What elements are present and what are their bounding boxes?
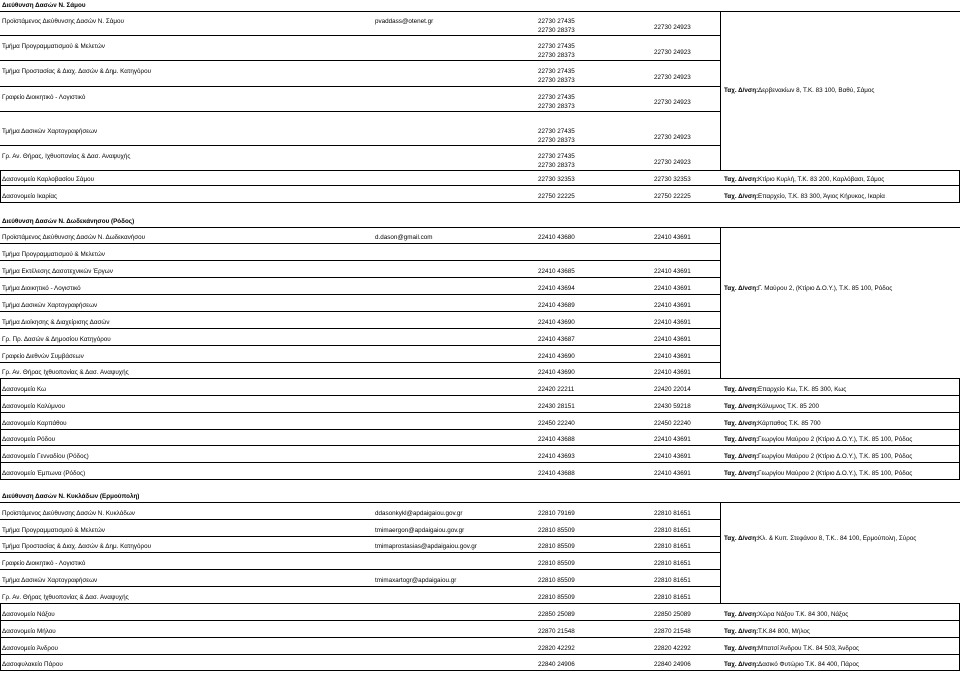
fax-number: 22410 43691: [654, 353, 691, 360]
department-name: Τμήμα Δασικών Χαρτογραφήσεων: [2, 128, 98, 135]
address-value: Γεωργίου Μαύρου 2 (Κτίριο Δ.Ο.Υ.), Τ.Κ. 85 100, Ρόδος: [758, 453, 913, 460]
address-value: Γεωργίου Μαύρου 2 (Κτίριο Δ.Ο.Υ.), Τ.Κ. 85 100, Ρόδος: [758, 470, 913, 477]
column-divider: [0, 378, 1, 479]
row-divider: [0, 378, 960, 379]
column-divider: [720, 227, 721, 378]
fax-number: 22410 43691: [654, 234, 691, 241]
fax-number: 22810 81651: [654, 560, 691, 567]
row-divider: [0, 86, 720, 87]
row-divider: [0, 536, 720, 537]
address-value: Χώρα Νάξου Τ.Κ. 84 300, Νάξος: [758, 611, 849, 618]
row-divider: [0, 345, 720, 346]
phone-number: 22450 22240: [538, 420, 575, 427]
address-label: Ταχ. Δ/νση:: [724, 453, 759, 460]
fax-number: 22410 43691: [654, 436, 691, 443]
row-divider: [0, 111, 720, 112]
fax-number: 22410 43691: [654, 302, 691, 309]
phone-number: 22840 24906: [538, 661, 575, 668]
fax-number: 22430 59218: [654, 403, 691, 410]
phone-number: 22730 27435: [538, 18, 575, 25]
row-divider: [0, 462, 960, 463]
phone-number: 22410 43680: [538, 234, 575, 241]
department-name: Προϊστάμενος Διεύθυνσης Δασών Ν. Δωδεκανήσου: [2, 234, 146, 241]
phone-number: 22730 28373: [538, 77, 575, 84]
address-label: Ταχ. Δ/νση:: [724, 436, 759, 443]
row-divider: [0, 670, 960, 671]
fax-number: 22410 43691: [654, 268, 691, 275]
phone-number: 22730 27435: [538, 43, 575, 50]
address-value: Κλ. & Κυπ. Στεφάνου 8, Τ.Κ.. 84 100, Ερμούπολη, Σύρος: [758, 535, 917, 542]
department-name: Τμήμα Δασικών Χαρτογραφήσεων: [2, 302, 98, 309]
row-divider: [0, 311, 720, 312]
phone-number: 22870 21548: [538, 628, 575, 635]
office-name: Δασονομείο Νάξου: [2, 611, 55, 618]
office-name: Δασοφυλακείο Πάρου: [2, 661, 63, 668]
row-divider: [0, 395, 960, 396]
row-divider: [0, 328, 720, 329]
address-value: Τ.Κ.84 800, Μήλος: [758, 628, 810, 635]
address-label: Ταχ. Δ/νση:: [724, 628, 759, 635]
address-value: Δερβενακίων 8, Τ.Κ. 83 100, Βαθύ, Σάμος: [758, 87, 875, 94]
address-label: Ταχ. Δ/νση:: [724, 403, 759, 410]
address-value: Επαρχείο Κω, Τ.Κ. 85 300, Κως: [758, 386, 847, 393]
department-name: Γραφείο Διοικητικό - Λογιστικό: [2, 94, 86, 101]
address-value: Επαρχείο, Τ.Κ. 83 300, Άγιος Κήρυκος, Ικαρία: [758, 193, 885, 200]
address-label: Ταχ. Δ/νση:: [724, 611, 759, 618]
department-name: Τμήμα Προστασίας & Διαχ. Δασών & Δημ. Κατηγόρου: [2, 68, 152, 75]
phone-number: 22730 32353: [538, 176, 575, 183]
section-title-samos: Διεύθυνση Δασών Ν. Σάμου: [2, 2, 86, 9]
phone-number: 22730 28373: [538, 137, 575, 144]
email-link[interactable]: pvaddass@otenet.gr: [375, 18, 434, 25]
address-label: Ταχ. Δ/νση:: [724, 645, 759, 652]
phone-number: 22810 79169: [538, 510, 575, 517]
fax-number: 22820 42292: [654, 645, 691, 652]
department-name: Τμήμα Προγραμματισμού & Μελετών: [2, 251, 105, 258]
address-label: Ταχ. Δ/νση:: [724, 285, 759, 292]
address-label: Ταχ. Δ/νση:: [724, 661, 759, 668]
fax-number: 22730 24923: [654, 159, 691, 166]
row-divider: [0, 620, 960, 621]
department-name: Γραφείο Διοικητικό - Λογιστικό: [2, 560, 86, 567]
office-name: Δασονομείο Ικαρίας: [2, 193, 58, 200]
address-value: Κτίριο Κυρλή, Τ.Κ. 83 200, Καρλόβασι, Σάμος: [758, 176, 885, 183]
department-name: Τμήμα Διοίκησης & Διαχείρισης Δασών: [2, 319, 110, 326]
phone-number: 22810 85509: [538, 577, 575, 584]
phone-number: 22420 22211: [538, 386, 575, 393]
fax-number: 22730 24923: [654, 24, 691, 31]
department-name: Τμήμα Δασικών Χαρτογραφήσεων: [2, 577, 98, 584]
address-label: Ταχ. Δ/νση:: [724, 176, 759, 183]
email-link[interactable]: tmimaxartogr@apdaigaiou.gr: [375, 577, 457, 584]
phone-number: 22430 28151: [538, 403, 575, 410]
row-divider: [0, 569, 720, 570]
fax-number: 22410 43691: [654, 470, 691, 477]
fax-number: 22750 22225: [654, 193, 691, 200]
row-divider: [0, 552, 720, 553]
address-label: Ταχ. Δ/νση:: [724, 193, 759, 200]
fax-number: 22870 21548: [654, 628, 691, 635]
fax-number: 22840 24906: [654, 661, 691, 668]
column-divider: [720, 502, 721, 603]
phone-number: 22810 85509: [538, 560, 575, 567]
address-label: Ταχ. Δ/νση:: [724, 470, 759, 477]
address-value: Γ. Μαύρου 2, (Κτίριο Δ.Ο.Υ.), Τ.Κ. 85 100, Ρόδος: [758, 285, 893, 292]
phone-number: 22410 43690: [538, 319, 575, 326]
row-divider: [0, 60, 720, 61]
fax-number: 22730 24923: [654, 74, 691, 81]
phone-number: 22730 27435: [538, 68, 575, 75]
phone-number: 22810 85509: [538, 527, 575, 534]
address-value: Κάλυμνος Τ.Κ. 85 200: [758, 403, 820, 410]
row-divider: [0, 35, 720, 36]
office-name: Δασονομείο Έμπωνα (Ρόδος): [2, 470, 86, 477]
email-link[interactable]: tmimaprostasias@apdaigaiou.gov.gr: [375, 543, 477, 550]
row-divider: [0, 637, 960, 638]
fax-number: 22810 81651: [654, 527, 691, 534]
phone-number: 22730 28373: [538, 103, 575, 110]
row-divider: [0, 294, 720, 295]
fax-number: 22410 43691: [654, 319, 691, 326]
address-value: Γεωργίου Μαύρου 2 (Κτίριο Δ.Ο.Υ.), Τ.Κ. 85 100, Ρόδος: [758, 436, 913, 443]
row-divider: [0, 277, 720, 278]
address-label: Ταχ. Δ/νση:: [724, 386, 759, 393]
address-label: Ταχ. Δ/νση:: [724, 535, 759, 542]
section-title-dodecanese: Διεύθυνση Δασών Ν. Δωδεκάνησου (Ρόδος): [2, 218, 135, 225]
phone-number: 22810 85509: [538, 543, 575, 550]
department-name: Προϊστάμενος Διεύθυνσης Δασών Ν. Σάμου: [2, 18, 124, 25]
row-divider: [0, 260, 720, 261]
section-title-cyclades: Διεύθυνση Δασών Ν. Κυκλάδων (Ερμούπολη): [2, 493, 140, 500]
row-divider: [0, 445, 960, 446]
email-link[interactable]: ddasonkykl@apdaigaiou.gov.gr: [375, 510, 463, 517]
row-divider: [0, 586, 720, 587]
row-divider: [0, 170, 960, 171]
phone-number: 22730 27435: [538, 153, 575, 160]
office-name: Δασονομείο Γενναδίου (Ρόδος): [2, 453, 89, 460]
email-link[interactable]: tmimaergon@apdaigaiou.gov.gr: [375, 527, 465, 534]
fax-number: 22810 81651: [654, 543, 691, 550]
row-divider: [0, 429, 960, 430]
fax-number: 22730 24923: [654, 99, 691, 106]
row-divider: [0, 243, 720, 244]
fax-number: 22810 81651: [654, 594, 691, 601]
department-name: Προϊστάμενος Διεύθυνσης Δασών Ν. Κυκλάδων: [2, 510, 135, 517]
fax-number: 22850 25089: [654, 611, 691, 618]
row-divider: [0, 11, 960, 12]
office-name: Δασονομείο Καλύμνου: [2, 403, 65, 410]
phone-number: 22410 43690: [538, 369, 575, 376]
row-divider: [0, 362, 720, 363]
address-value: Μπατσί Άνδρου Τ.Κ. 84 503, Άνδρος: [758, 645, 860, 652]
fax-number: 22730 24923: [654, 49, 691, 56]
row-divider: [0, 412, 960, 413]
phone-number: 22730 27435: [538, 94, 575, 101]
phone-number: 22410 43694: [538, 285, 575, 292]
phone-number: 22730 28373: [538, 27, 575, 34]
department-name: Γρ. Πρ. Δασών & Δημοσίου Κατηγόρου: [2, 336, 111, 343]
column-divider: [0, 170, 1, 202]
department-name: Τμήμα Προγραμματισμού & Μελετών: [2, 43, 105, 50]
phone-number: 22810 85509: [538, 594, 575, 601]
row-divider: [0, 202, 960, 203]
phone-number: 22410 43688: [538, 470, 575, 477]
row-divider: [0, 654, 960, 655]
fax-number: 22810 81651: [654, 510, 691, 517]
department-name: Τμήμα Διοικητικό - Λογιστικό: [2, 285, 81, 292]
address-label: Ταχ. Δ/νση:: [724, 87, 759, 94]
office-name: Δασονομείο Ρόδου: [2, 436, 56, 443]
department-name: Γρ. Αν. Θήρας Ιχθυοπονίας & Δασ. Αναψυχής: [2, 369, 129, 376]
fax-number: 22410 43691: [654, 285, 691, 292]
fax-number: 22410 43691: [654, 336, 691, 343]
row-divider: [0, 502, 960, 503]
phone-number: 22410 43689: [538, 302, 575, 309]
address-label: Ταχ. Δ/νση:: [724, 420, 759, 427]
row-divider: [0, 185, 960, 186]
department-name: Γρ. Αν. Θήρας Ιχθυοπονίας & Δασ. Αναψυχής: [2, 594, 129, 601]
office-name: Δασονομείο Καρλοβασίου Σάμου: [2, 176, 95, 183]
fax-number: 22410 43691: [654, 453, 691, 460]
phone-number: 22730 28373: [538, 52, 575, 59]
row-divider: [0, 603, 960, 604]
phone-number: 22410 43685: [538, 268, 575, 275]
row-divider: [0, 519, 720, 520]
phone-number: 22410 43693: [538, 453, 575, 460]
phone-number: 22410 43690: [538, 353, 575, 360]
column-divider: [0, 603, 1, 670]
office-name: Δασονομείο Άνδρου: [2, 645, 58, 652]
department-name: Γρ. Αν. Θήρας, Ιχθυοπονίας & Δασ. Αναψυχής: [2, 153, 131, 160]
fax-number: 22730 32353: [654, 176, 691, 183]
department-name: Τμήμα Προστασίας & Διαχ. Δασών & Δημ. Κατηγόρου: [2, 543, 152, 550]
fax-number: 22410 43691: [654, 369, 691, 376]
phone-number: 22820 42292: [538, 645, 575, 652]
address-value: Κάρπαθος Τ.Κ. 85 700: [758, 420, 821, 427]
phone-number: 22410 43687: [538, 336, 575, 343]
department-name: Γραφείο Διεθνών Συμβάσεων: [2, 353, 84, 360]
fax-number: 22810 81651: [654, 577, 691, 584]
row-divider: [0, 145, 720, 146]
row-divider: [0, 227, 960, 228]
row-divider: [0, 479, 960, 480]
office-name: Δασονομείο Κω: [2, 386, 47, 393]
column-divider: [720, 11, 721, 170]
fax-number: 22450 22240: [654, 420, 691, 427]
fax-number: 22730 24923: [654, 134, 691, 141]
department-name: Τμήμα Εκτέλεσης Δασοτεχνικών Έργων: [2, 268, 113, 275]
office-name: Δασονομείο Μήλου: [2, 628, 56, 635]
phone-number: 22730 28373: [538, 162, 575, 169]
phone-number: 22750 22225: [538, 193, 575, 200]
fax-number: 22420 22014: [654, 386, 691, 393]
office-name: Δασονομείο Καρπάθου: [2, 420, 67, 427]
phone-number: 22410 43688: [538, 436, 575, 443]
phone-number: 22850 25089: [538, 611, 575, 618]
email-link[interactable]: d.dason@gmail.com: [375, 234, 433, 241]
phone-number: 22730 27435: [538, 128, 575, 135]
address-value: Δασικό Φυτώριο Τ.Κ. 84 400, Πάρος: [758, 661, 860, 668]
department-name: Τμήμα Προγραμματισμού & Μελετών: [2, 527, 105, 534]
